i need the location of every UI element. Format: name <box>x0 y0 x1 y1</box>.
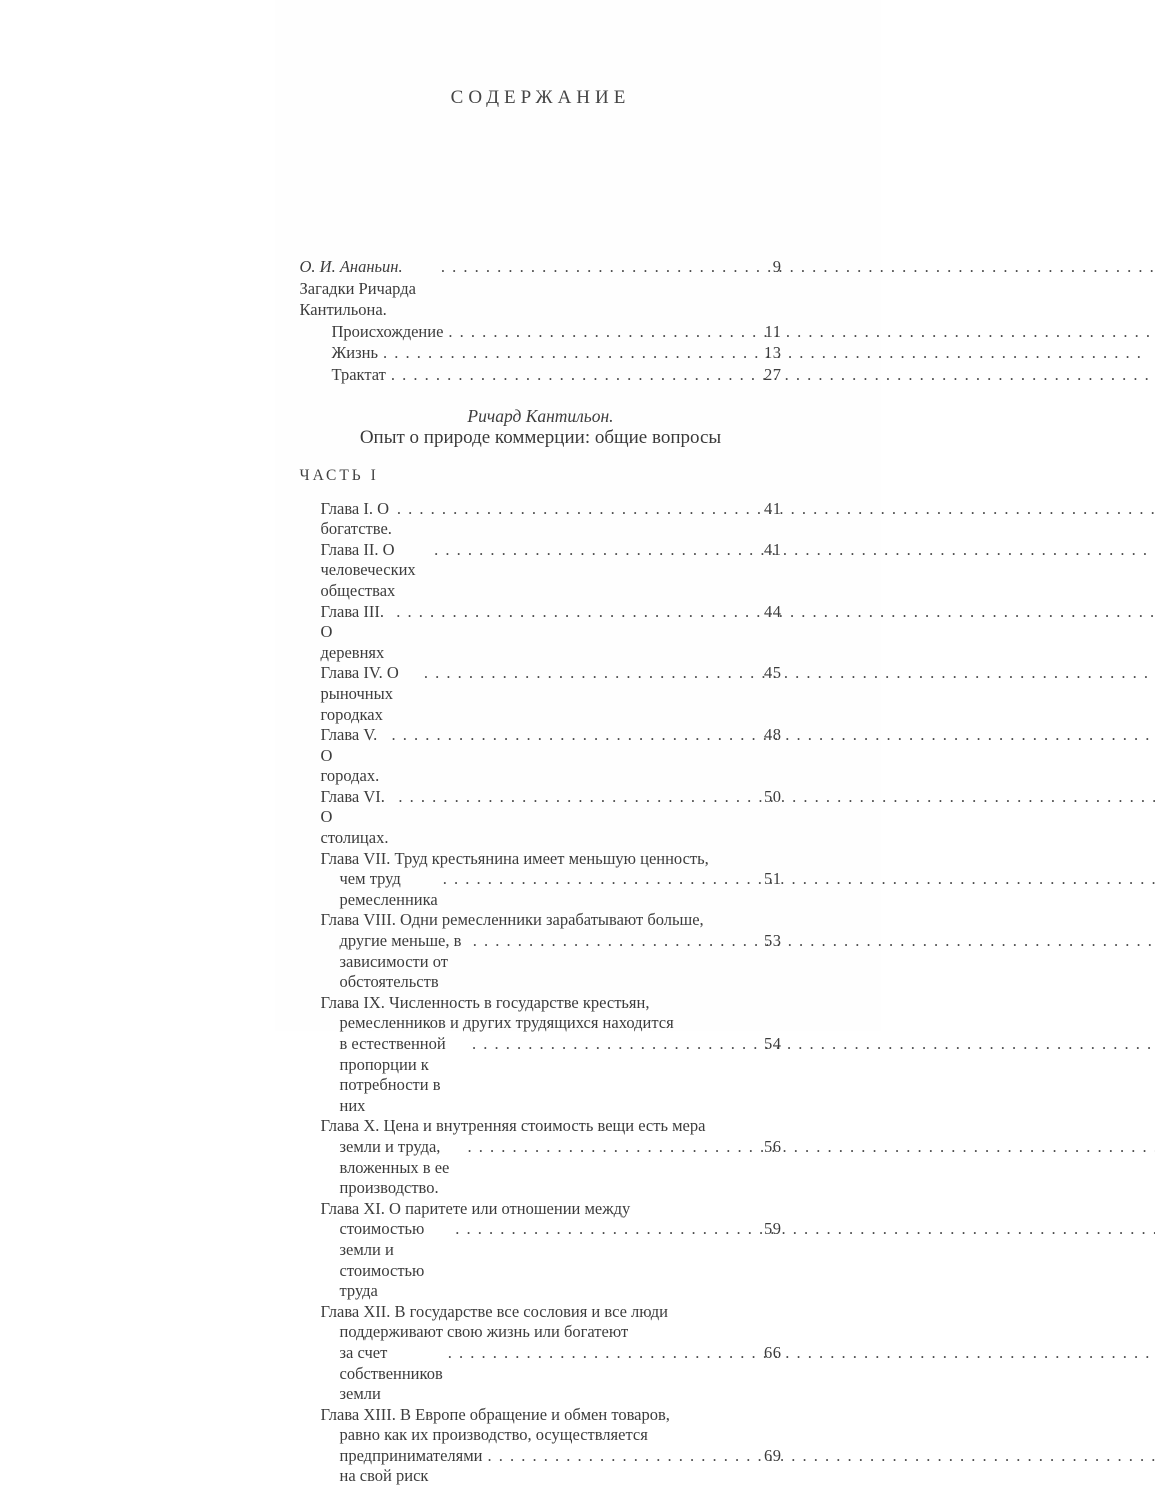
toc-chapter-entry <box>300 663 782 725</box>
toc-entry-page: 66 <box>764 1342 782 1362</box>
part-heading: ЧАСТЬ I <box>299 466 379 484</box>
toc-entry <box>321 540 782 602</box>
toc-entry-label: земли и труда, вложенных в ее производство. <box>339 1136 454 1198</box>
toc-entry-page: 69 <box>764 1445 782 1465</box>
toc-entry-label: Жизнь <box>331 343 378 363</box>
toc-entry <box>300 256 782 321</box>
toc-chapter-entry <box>300 910 782 992</box>
dot-leader <box>488 1446 761 1467</box>
toc-chapter-entry <box>300 1405 782 1487</box>
toc-chapter-entry <box>300 1302 782 1405</box>
toc-chapter-entry <box>300 499 782 540</box>
toc-entry-label: Происхождение <box>331 321 444 341</box>
toc-entry <box>321 663 782 725</box>
toc-entry-page: 59 <box>764 1219 782 1239</box>
toc-entry <box>321 725 782 787</box>
toc-chapter-entry <box>300 725 782 787</box>
dot-leader <box>473 931 761 952</box>
toc-chapter-line: Глава X. Цена и внутренняя стоимость вещи есть мера <box>320 1116 706 1136</box>
book-page <box>275 0 881 1486</box>
toc-chapter-line: Глава XII. В государстве все сословия и все люди <box>320 1301 669 1321</box>
toc-chapters-section <box>300 499 782 1487</box>
toc-chapter-line: равно как их производство, осуществляется <box>339 1425 648 1445</box>
page-title: СОДЕРЖАНИЕ <box>450 87 631 108</box>
toc-entry <box>321 602 782 664</box>
toc-entry-page: 48 <box>764 725 782 745</box>
toc-entry-page: 45 <box>764 663 782 683</box>
toc-entry-page: 13 <box>764 343 782 363</box>
dot-leader <box>391 364 761 386</box>
toc-intro-section <box>300 256 782 386</box>
dot-leader <box>448 1343 761 1364</box>
toc-entry-page: 41 <box>764 539 782 559</box>
toc-entry-page: 56 <box>764 1136 782 1156</box>
toc-entry-label: предпринимателями на свой риск <box>339 1445 487 1486</box>
toc-entry-label: в естественной пропорции к потребности в них <box>339 1034 450 1115</box>
dot-leader <box>398 787 761 808</box>
toc-entry-label: чем труд ремесленника <box>339 869 438 909</box>
dot-leader <box>383 342 761 364</box>
book-heading <box>300 406 782 450</box>
toc-entry <box>300 342 782 364</box>
toc-entry <box>321 869 782 910</box>
toc-entry <box>321 931 782 993</box>
toc-entry-label: Глава IV. О рыночных городках <box>320 663 403 724</box>
dot-leader <box>434 540 761 561</box>
toc-chapter-entry <box>300 540 782 602</box>
toc-entry-page: 51 <box>764 869 782 889</box>
toc-entry-label: стоимостью земли и стоимостью труда <box>339 1219 429 1301</box>
toc-entry-page: 9 <box>772 257 782 276</box>
toc-chapter-line: Глава VIII. Одни ремесленники зарабатывают больше, <box>320 910 704 930</box>
toc-entry-page: 53 <box>764 931 782 951</box>
toc-chapter-entry <box>300 1116 782 1198</box>
dot-leader <box>396 602 761 623</box>
toc-chapter-line: поддерживают свою жизнь или богатеют <box>339 1322 629 1342</box>
toc-entry <box>321 1034 782 1116</box>
dot-leader <box>443 869 761 890</box>
toc-entry <box>321 1219 782 1301</box>
toc-chapter-entry <box>300 993 782 1117</box>
toc-chapter-line: Глава XI. О паритете или отношении между <box>320 1198 631 1218</box>
toc-entry-label: Глава V. О городах. <box>320 725 382 786</box>
toc-entry-page: 50 <box>764 786 782 806</box>
toc-entry-label: Глава II. О человеческих обществах <box>320 539 420 600</box>
dot-leader <box>441 256 770 278</box>
toc-entry-label: О. И. Ананьин. Загадки Ричарда Кантильона. <box>299 257 421 320</box>
dot-leader <box>448 321 761 343</box>
toc-entry-page: 41 <box>764 498 782 518</box>
toc-chapter-line: Глава IX. Численность в государстве крестьян, <box>320 992 650 1012</box>
toc-chapter-entry <box>300 602 782 664</box>
toc-entry-label: Глава I. О богатстве. <box>320 498 394 539</box>
toc-entry-page: 11 <box>764 321 782 341</box>
dot-leader <box>472 1034 761 1055</box>
toc-entry <box>300 321 782 343</box>
toc-entry <box>300 364 782 386</box>
toc-entry <box>321 1137 782 1199</box>
dot-leader <box>397 499 761 520</box>
toc-chapter-line: ремесленников и других трудящихся находится <box>339 1013 674 1033</box>
toc-entry-label: другие меньше, в зависимости от обстоятельств <box>339 931 466 992</box>
toc-chapter-line: Глава VII. Труд крестьянина имеет меньшую ценность, <box>320 848 709 868</box>
toc-chapter-line: Глава XIII. В Европе обращение и обмен товаров, <box>320 1404 670 1424</box>
toc-entry <box>321 499 782 540</box>
toc-chapter-entry <box>300 787 782 849</box>
dot-leader <box>467 1137 761 1158</box>
author-name: О. И. Ананьин. <box>299 257 403 276</box>
toc-entry-label: Глава VI. О столицах. <box>320 786 390 848</box>
toc-entry-page: 44 <box>764 601 782 621</box>
toc-entry-page: 27 <box>764 364 782 384</box>
toc-entry-label: Глава III. О деревнях <box>320 601 389 662</box>
toc-chapter-entry <box>300 849 782 911</box>
dot-leader <box>392 725 761 746</box>
dot-leader <box>455 1219 761 1240</box>
dot-leader <box>424 663 761 684</box>
toc-entry <box>321 1343 782 1405</box>
toc-chapter-entry <box>300 1199 782 1302</box>
toc-entry-label: Трактат <box>331 364 386 384</box>
toc-entry-page: 54 <box>764 1034 782 1053</box>
book-title: Опыт о природе коммерции: общие вопросы <box>359 426 722 448</box>
toc-entry-label: за счет собственников земли <box>339 1342 447 1404</box>
book-author: Ричард Кантильон. <box>467 405 614 426</box>
toc-entry <box>321 787 782 849</box>
toc-entry <box>321 1446 782 1487</box>
